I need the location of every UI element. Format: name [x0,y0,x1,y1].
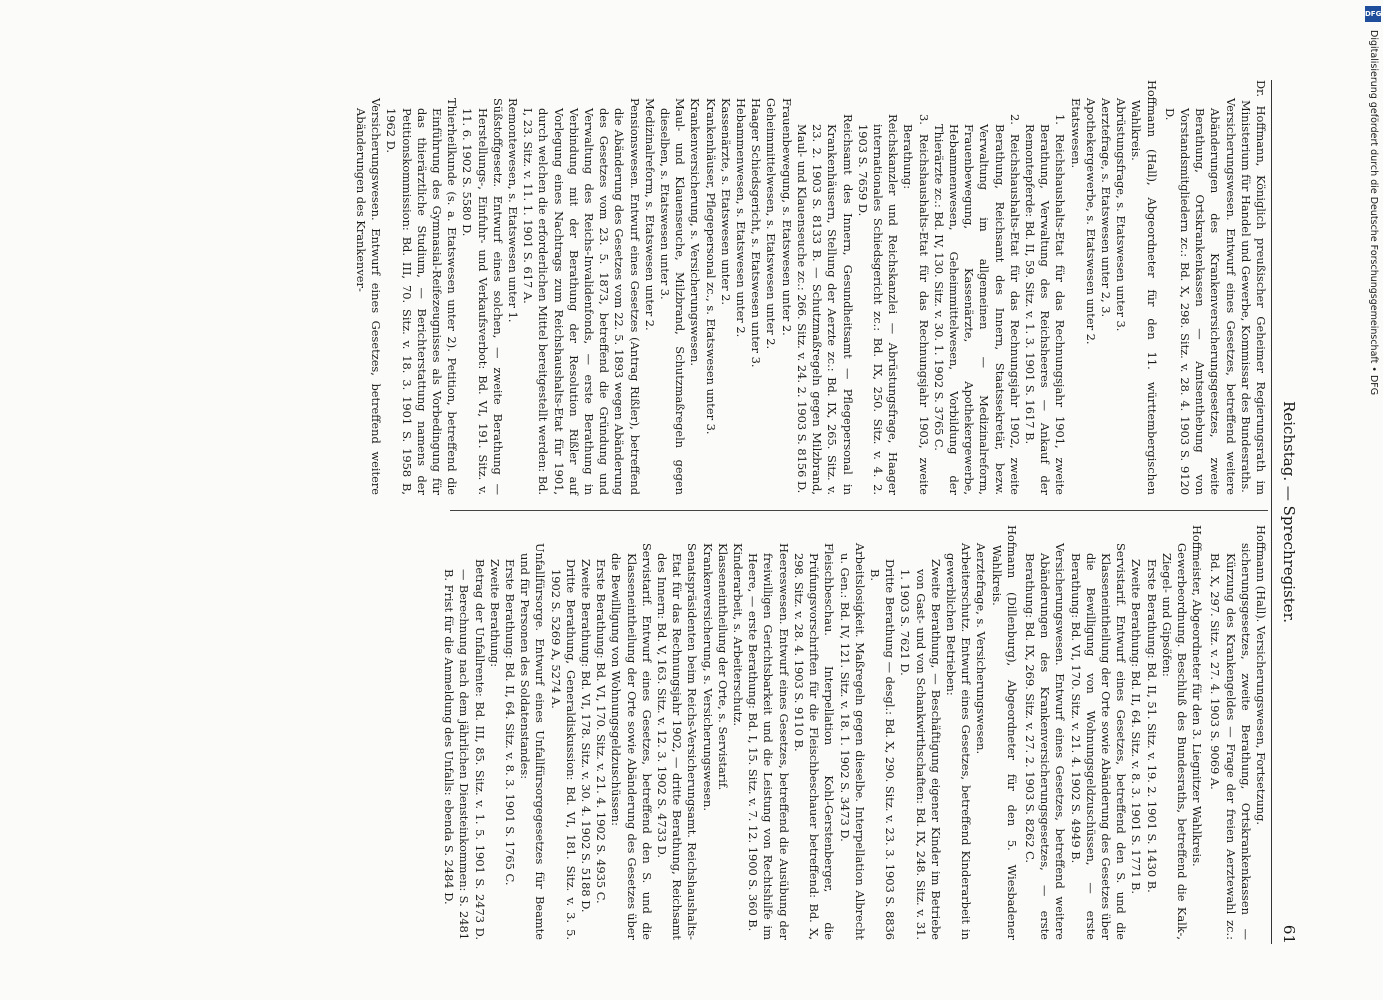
entry: Krankenversicherung, s. Versicherungswesen. [700,543,715,811]
entry: Senatspräsidenten beim Reichs-Versicherungsamt. Reichshaushalts-Etat für das Rechnungsjahr 1902, — dritte Berathung, Reichsamt des Innern: Bd. V, 163. Sitz. v. 12. 3. 1902 S. 4733 D. [655,543,700,940]
entry: Süßstoffgesetz. Entwurf eines solchen, — zweite Berathung — Herstellungs-, Einfuhr- und Verkaufsverbot: Bd. VI, 191. Sitz. v. 11. 6. 1902 S. 5580 D. [460,98,505,495]
entry: Dritte Berathung — desgl.: Bd. X, 290. Sitz. v. 23. 3. 1903 S. 8836 B. [867,559,898,940]
entry: Zweite Berathung: Bd. II, 64. Sitz. v. 8. 3. 1901 S. 1771 B. [1129,559,1144,894]
digitization-credit [1363,8,1383,568]
entry: Zweite Berathung, — Beschäftigung eigener Kinder im Betriebe von Gast- und von Schankwirthschaften: Bd. IX, 248. Sitz. v. 31. 1. 1903 S. 7621 D. [898,559,943,940]
entry: Gewerbeordnung. Beschluß des Bundesraths, betreffend die Kalk-, Ziegel- und Gipsöfen: [1159,543,1189,940]
right-column [441,525,1268,940]
entry: Abrüstungsfrage, s. Etatswesen unter 3. [1114,98,1129,332]
entry: Hoffmann (Hall). Versicherungswesen, Fortsetzung. [1254,525,1268,826]
entry: Versicherungswesen. Entwurf eines Gesetzes, betreffend weitere Abänderungen des Krankenversicherungsgesetzes, zweite Berathung, Ortskrankenkassen — Amtsenthebung von Vorstandsmitgliedern zc.: Bd. X, 298. Sitz. v. 28. 4. 1903 S. 9120 D. [1162,98,1238,495]
entry: Servistarif. Entwurf eines Gesetzes, betreffend den S. und die Klasseneintheilung der Orte sowie Abänderung des Gesetzes über die Bewilligung von Wohnungsgeldzuschüssen, — erste Berathung: Bd. VI, 170. Sitz. v. 21. 4. 1902 S. 4949 B. [1068,543,1129,940]
entry: Versicherungswesen. Entwurf eines Gesetzes, betreffend weitere Abänderungen des Krankenver- [354,98,384,495]
entry: Krankenversicherung, s. Versicherungswesen. [688,98,703,366]
entry: Hoffmann (Hall), Abgeordneter für den 11. württembergischen Wahlkreis. [1129,80,1159,495]
entry: Frauenbewegung, s. Etatswesen unter 2. [779,98,794,336]
entry: Remontewesen, s. Etatswesen unter 1. [506,98,521,323]
entry: Erste Berathung: Bd. II, 64. Sitz. v. 8. 3. 1901 S. 1765 C. [503,559,518,886]
entry: 1. Reichshaushalts-Etat für das Rechnungsjahr 1901, zweite Berathung, Verwaltung des Reichsheeres — Ankauf der Remontepferde: Bd. II, 59. Sitz. v. 1. 3. 1901 S. 1617 B. [1022,114,1068,495]
entry: Hofmann (Dillenburg), Abgeordneter für den 5. Wiesbadener Wahlkreis. [989,525,1019,940]
column-divider [450,510,1268,511]
entry: Fleischbeschau. Interpellation Kohl-Gerstenberger, die Prüfungsvorschriften für die Fleischbeschauer betreffend: Bd. X, 298. Sitz. v. 28. 4. 1903 S. 9110 B. [791,543,837,940]
entry: 3. Reichshaushalts-Etat für das Rechnungsjahr 1903, zweite Berathung: [901,114,931,495]
entry: Erste Berathung: Bd. II, 51. Sitz. v. 19. 2. 1901 S. 1430 B. [1144,559,1159,893]
entry: Aerztefrage, s. Versicherungswesen. [974,543,989,755]
rotated-page-content [62,80,1302,944]
entry: Heereswesen. Entwurf eines Gesetzes, betreffend die Ausübung der freiwilligen Gerichtsbarkeit und die Leistung von Rechtshilfe im Heere, — erste Berathung: Bd. I, 15. Sitz. v. 7. 12. 1900 S. 360 B. [746,543,791,940]
running-title: Reichstag. — Sprechregister. [1280,401,1298,623]
entry: Pensionswesen. Entwurf eines Gesetzes (Antrag Rißler), betreffend die Abänderung des Gesetzes vom 22. 5. 1893 wegen Abänderung des Gesetzes vom 23. 5. 1873, betreffend die Gründung und Verwaltung des Reichs-Invalidenfonds, — erste Berathung in Verbindung mit der Berathung der Resolution Rißler auf Vorlegung eines Nachtrags zum Reichshaushalts-Etat für 1901, durch welchen die erforderlichen Mittel bereitgestellt werden: Bd. I, 23. Sitz. v. 11. 1. 1901 S. 617 A. [521,98,642,495]
entry: Aerztefrage, s. Etatswesen unter 2, 3. [1098,98,1113,318]
entry: Klasseneintheilung der Orte, s. Servistarif. [715,543,730,791]
entry: Unfallfürsorge. Entwurf eines Unfallfürsorgegesetzes für Beamte und für Personen des Soldatenstandes: [518,543,548,940]
entry: Versicherungswesen. Entwurf eines Gesetzes, betreffend weitere Abänderungen des Krankenversicherungsgesetzes, — erste Berathung: Bd. IX, 269. Sitz. v. 27. 2. 1903 S. 8262 C. [1022,543,1068,940]
page-number: 61 [1280,924,1298,944]
header-rule [1271,80,1272,944]
entry: Thierheilkunde (s. a. Etatswesen unter 2). Petition, betreffend die Einführung des Gymnasial-Reifezeugnisses als Vorbedingung für das thierärztliche Studium, — Berichterstattung namens der Petitionskommission: Bd. III, 70. Sitz. v. 18. 3. 1901 S. 1958 B, 1962 D. [384,98,460,495]
entry: sicherungsgesetzes, zweite Berathung, Ortskrankenkassen — Kürzung des Krankengeldes — Frage der freien Aerztewahl zc.: Bd. X, 297. Sitz. v. 27. 4. 1903 S. 9069 A. [1208,543,1253,940]
entry: Reichsamt des Innern, Gesundheitsamt — Pflegepersonal in Krankenhäusern, Stellung der Aerzte zc.: Bd. IX, 265. Sitz. v. 23. 2. 1903 S. 8133 B. — Schutzmaßregeln gegen Milzbrand, Maul- und Klauenseuche zc.: 266. Sitz. v. 24. 2. 1903 S. 8156 D. [794,114,855,495]
entry: 2. Reichshaushalts-Etat für das Rechnungsjahr 1902, zweite Berathung, Reichsamt des Innern, Staatssekretär, bezw. Verwaltung im allgemeinen — Medizinalreform, Frauenbewegung, Kassenärzte, Apothekergewerbe, Hebammenwesen, Geheimmittelwesen, Vorbildung der Thierärzte zc.: Bd. IV, 130. Sitz. v. 30. 1. 1902 S. 3765 C. [931,114,1022,495]
entry: Haager Schiedsgericht, s. Etatswesen unter 3. [749,98,764,368]
entry: Arbeitslosigkeit. Maßregeln gegen dieselbe. Interpellation Albrecht u. Gen.: Bd. IV, 121. Sitz. v. 18. 1. 1902 S. 3473 D. [837,543,867,940]
entry: Servistarif. Entwurf eines Gesetzes, betreffend den S. und die Klasseneintheilung der Orte sowie Abänderung des Gesetzes über die Bewilligung von Wohnungsgeldzuschüssen: [609,543,654,940]
entry: Maul- und Klauenseuche, Milzbrand, Schutzmaßregeln gegen dieselben, s. Etatswesen unter 3. [658,98,688,495]
entry: Reichskanzler und Reichskanzlei — Abrüstungsfrage, Haager internationales Schiedsgericht zc.: Bd. IX, 250. Sitz. v. 4. 2. 1903 S. 7659 D. [855,114,901,495]
entry: Geheimmittelwesen, s. Etatswesen unter 2. [764,98,779,350]
entry: Apothekergewerbe, s. Etatswesen unter 2. [1083,98,1098,345]
entry: Erste Berathung: Bd. VI, 170. Sitz. v. 21. 4. 1902 S. 4935 C. [594,559,609,904]
left-column [353,80,1268,495]
entry: Dritte Berathung, Generaldiskussion: Bd. VI, 181. Sitz. v. 3. 5. 1902 S. 5269 A, 5274 A. [548,559,578,940]
entry: Krankenhäuser, Pflegepersonal zc., s. Etatswesen unter 3. [703,98,718,435]
entry: Arbeiterschutz. Entwurf eines Gesetzes, betreffend Kinderarbeit in gewerblichen Betrieben: [943,543,974,940]
dfg-logo-icon: DFG [1365,6,1381,22]
entry: Etatswesen. [1068,98,1083,169]
entry: Zweite Berathung: [487,559,502,668]
page-header [1274,80,1302,944]
entry: Hebammenwesen, s. Etatswesen unter 2. [734,98,749,338]
entry: Betrag der Unfallrente: Bd. III, 85. Sitz. v. 1. 5. 1901 S. 2473 D. — Berechnung nach dem jährlichen Diensteinkommen: S. 2481 B. Frist für die Anmeldung des Unfalls: ebenda S. 2484 D. [442,559,487,940]
entry: Dr. Hoffmann, Königlich preußischer Geheimer Regierungsrath im Ministerium für Handel und Gewerbe, Kommissar des Bundesraths. [1238,80,1268,495]
credit-text: Digitalisierung gefördert durch die Deutsche Forschungsgemeinschaft • DFG [1368,30,1379,396]
entry: Kinderarbeit, s. Arbeiterschutz. [731,543,746,726]
entry: Hoffmeister, Abgeordneter für den 3. Liegnitzer Wahlkreis. [1190,525,1205,867]
entry: Kassenärzte, s. Etatswesen unter 2. [718,98,733,306]
entry: Zweite Berathung: Bd. VI, 178. Sitz. v. 30. 4. 1902 S. 5188 D. [579,559,594,913]
entry: Medizinalreform, s. Etatswesen unter 2. [642,98,657,331]
